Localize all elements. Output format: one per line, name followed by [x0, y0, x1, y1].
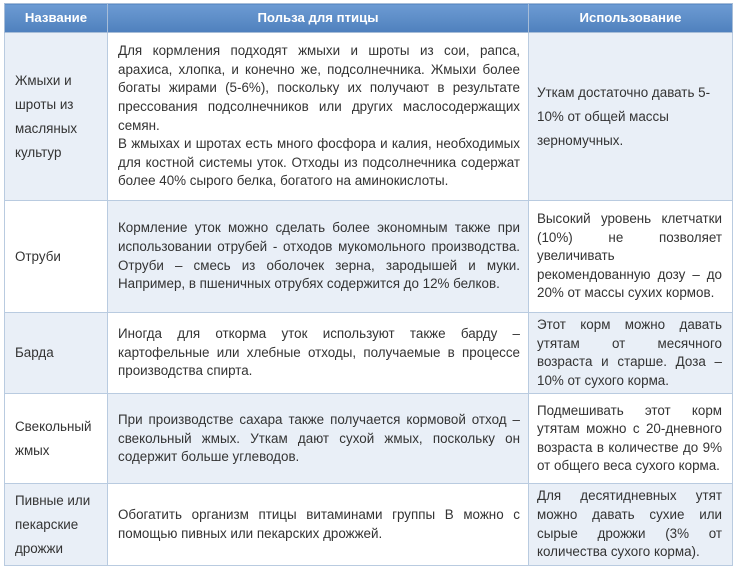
feed-name-cell: Пивные или пекарские дрожжи: [5, 484, 108, 565]
header-usage: Использование: [529, 4, 733, 33]
feed-usage-cell: Этот корм можно давать утятам от месячного возраста и старше. Доза – 10% от сухого корма.: [529, 313, 733, 394]
header-benefit: Польза для птицы: [108, 4, 529, 33]
table-header: [5, 4, 733, 33]
feed-usage-cell: Подмешивать этот корм утятам можно с 20-дневного возраста в количестве до 9% от общего веса сухого корма.: [529, 394, 733, 484]
feed-benefit-cell: [108, 33, 529, 201]
header-row: [5, 4, 733, 33]
benefit-paragraph: При производстве сахара также получается кормовой отход – свекольный жмых. Уткам дают сухой жмых, поскольку он содержит больше углеводов.: [118, 411, 520, 465]
feed-benefit-cell: [108, 313, 529, 394]
feed-benefit-cell: [108, 201, 529, 313]
table-row: [5, 484, 733, 565]
benefit-paragraph: Кормление уток можно сделать более экономным также при использовании отрубей - отходов мукомольного производства. Отруби – смесь из оболочек зерна, зародышей и муки. Например, в пшеничных отрубях содержится до 12% белков.: [118, 220, 520, 292]
feed-name-cell: Барда: [5, 313, 108, 394]
table-row: [5, 201, 733, 313]
feed-benefit-cell: [108, 484, 529, 565]
feed-name-cell: Свекольный жмых: [5, 394, 108, 484]
feed-name-cell: Отруби: [5, 201, 108, 313]
feed-name-cell: Жмыхи и шроты из масляных культур: [5, 33, 108, 201]
table-body: [5, 33, 733, 566]
table-row: [5, 33, 733, 201]
benefit-paragraph: Иногда для откорма уток используют также барду – картофельные или хлебные отходы, получаемые в процессе производства спирта.: [118, 326, 520, 379]
feed-table: [4, 3, 733, 566]
feed-benefit-cell: [108, 394, 529, 484]
table-row: [5, 313, 733, 394]
feed-usage-cell: Для десятидневных утят можно давать сухие или сырые дрожжи (3% от количества сухого корма).: [529, 484, 733, 565]
feed-usage-cell: Высокий уровень клетчатки (10%) не позволяет увеличивать рекомендованную дозу – до 20% от массы сухих кормов.: [529, 201, 733, 313]
benefit-paragraph: Для кормления подходят жмыхи и шроты из сои, рапса, арахиса, хлопка, и конечно же, подсолнечника. Жмыхи более богаты жирами (5-6%), поскольку их получают в результате прессования подсолнечников или других маслосодержащих семян.: [118, 43, 520, 133]
table-row: [5, 394, 733, 484]
header-name: Название: [5, 4, 108, 33]
benefit-paragraph: В жмыхах и шротах есть много фосфора и калия, необходимых для костной системы уток. Отходы из подсолнечника содержат более 40% сырого белка, богатого на аминокислоты.: [118, 136, 520, 189]
feed-usage-cell: Уткам достаточно давать 5-10% от общей массы зерномучных.: [529, 33, 733, 201]
benefit-paragraph: Обогатить организм птицы витаминами группы В можно с помощью пивных или пекарских дрожжей.: [118, 506, 520, 541]
